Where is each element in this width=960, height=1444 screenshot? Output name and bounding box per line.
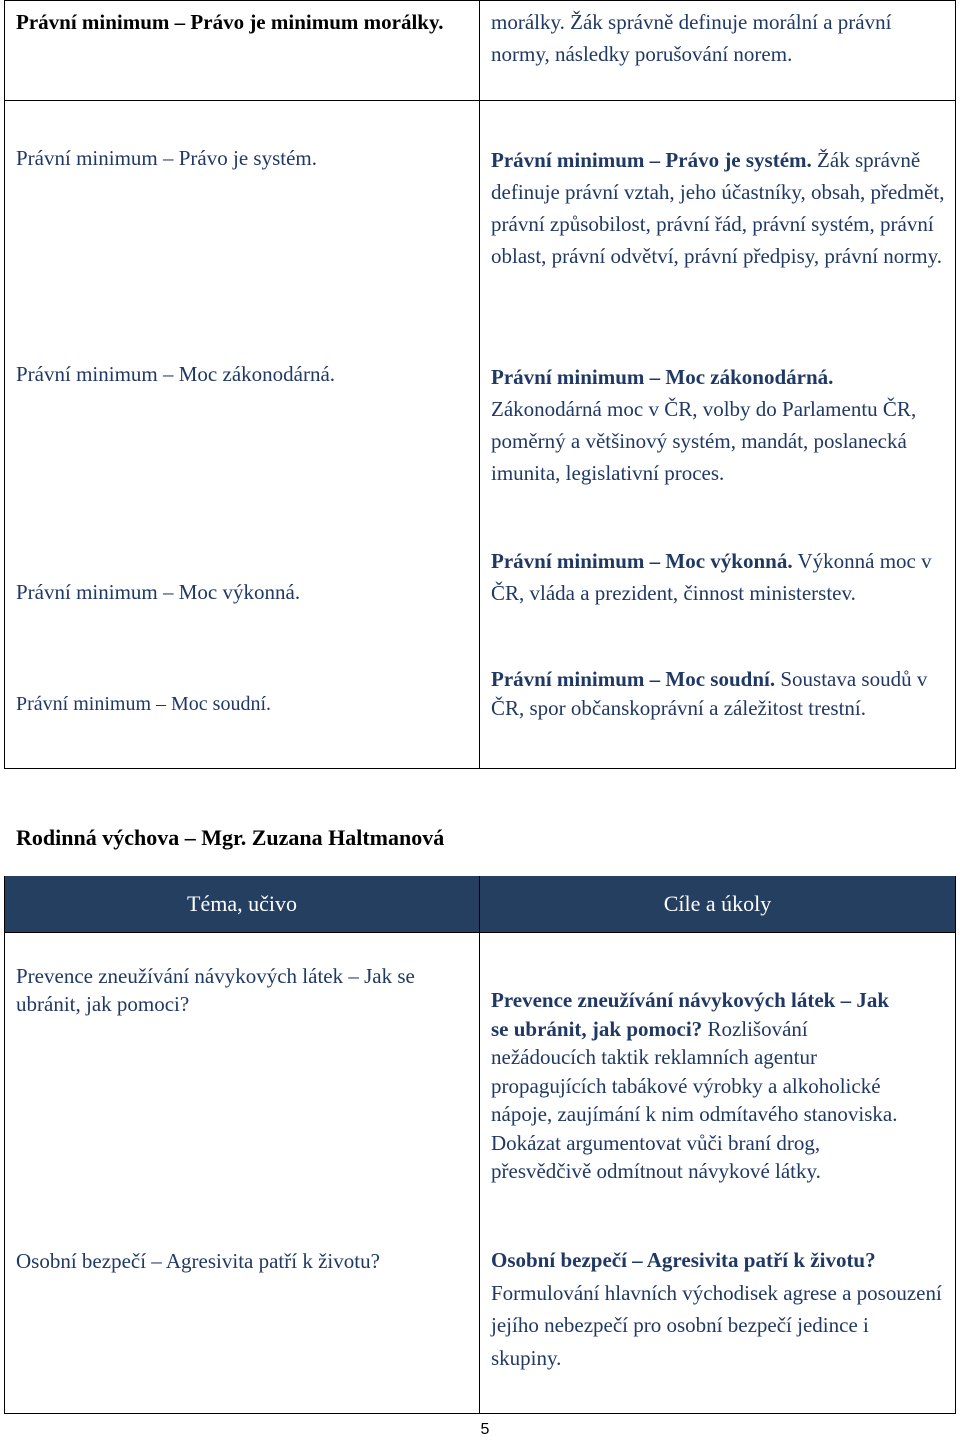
page-number: 5 — [480, 1421, 490, 1438]
topic-cell: Právní minimum – Moc výkonná. — [16, 580, 301, 604]
topic-cell: Právní minimum – Právo je systém. — [16, 146, 317, 170]
goals-cell: Právní minimum – Moc výkonná. Výkonná moc v ČR, vláda a prezident, činnost ministerstev. — [491, 549, 932, 605]
topic-cell: Právní minimum – Moc soudní. — [16, 693, 271, 715]
goals-cell: Právní minimum – Moc soudní. Soustava soudů v ČR, spor občanskoprávní a záležitost trestní. — [491, 667, 928, 720]
goals-cell: Právní minimum – Právo je systém. Žák správně definuje právní vztah, jeho účastníky, obsah, předmět, právní způsobilost, právní řád, právní systém, právní oblast, právní odvětví, právní předpisy, právní normy. — [491, 148, 945, 268]
section-heading: Rodinná výchova – Mgr. Zuzana Haltmanová — [16, 825, 445, 850]
header-goals: Cíle a úkoly — [480, 876, 955, 932]
table2-left-border — [4, 876, 5, 1414]
goals-cell: Osobní bezpečí – Agresivita patří k životu? Formulování hlavních východisek agrese a posouzení jejího nebezpečí pro osobní bezpečí jedince i skupiny. — [491, 1248, 942, 1370]
table1-right-border — [955, 0, 956, 769]
table1-column-divider — [479, 0, 480, 769]
goals-cell: morálky. Žák správně definuje morální a právní normy, následky porušování norem. — [491, 10, 892, 66]
topic-cell: Právní minimum – Moc zákonodárná. — [16, 362, 336, 386]
table2-header-bottom-border — [4, 932, 956, 933]
topic-cell: Osobní bezpečí – Agresivita patří k životu? — [16, 1249, 380, 1273]
table1-top-border — [4, 0, 956, 1]
topic-cell: Právní minimum – Právo je minimum morálky. — [16, 10, 444, 34]
table1-left-border — [4, 0, 5, 769]
table2-column-divider — [479, 876, 480, 1414]
goals-cell: Prevence zneužívání návykových látek – Jak se ubránit, jak pomoci? Rozlišování nežádoucích taktik reklamních agentur propagujících tabákové výrobky a alkoholické nápoje, zaujímání k nim odmítavého stanoviska. Dokázat argumentovat vůči braní drog, přesvědčivě odmítnout návykové látky. — [491, 988, 898, 1183]
header-topic: Téma, učivo — [5, 876, 479, 932]
table1-bottom-border — [4, 768, 956, 769]
table1-row-divider — [4, 100, 956, 101]
table2-right-border — [955, 876, 956, 1414]
goals-cell: Právní minimum – Moc zákonodárná. Zákonodárná moc v ČR, volby do Parlamentu ČR, poměrný a většinový systém, mandát, poslanecká imunita, legislativní proces. — [491, 365, 917, 485]
topic-cell: Prevence zneužívání návykových látek – Jak se ubránit, jak pomoci? — [16, 964, 415, 1016]
table2-bottom-border — [4, 1413, 956, 1414]
